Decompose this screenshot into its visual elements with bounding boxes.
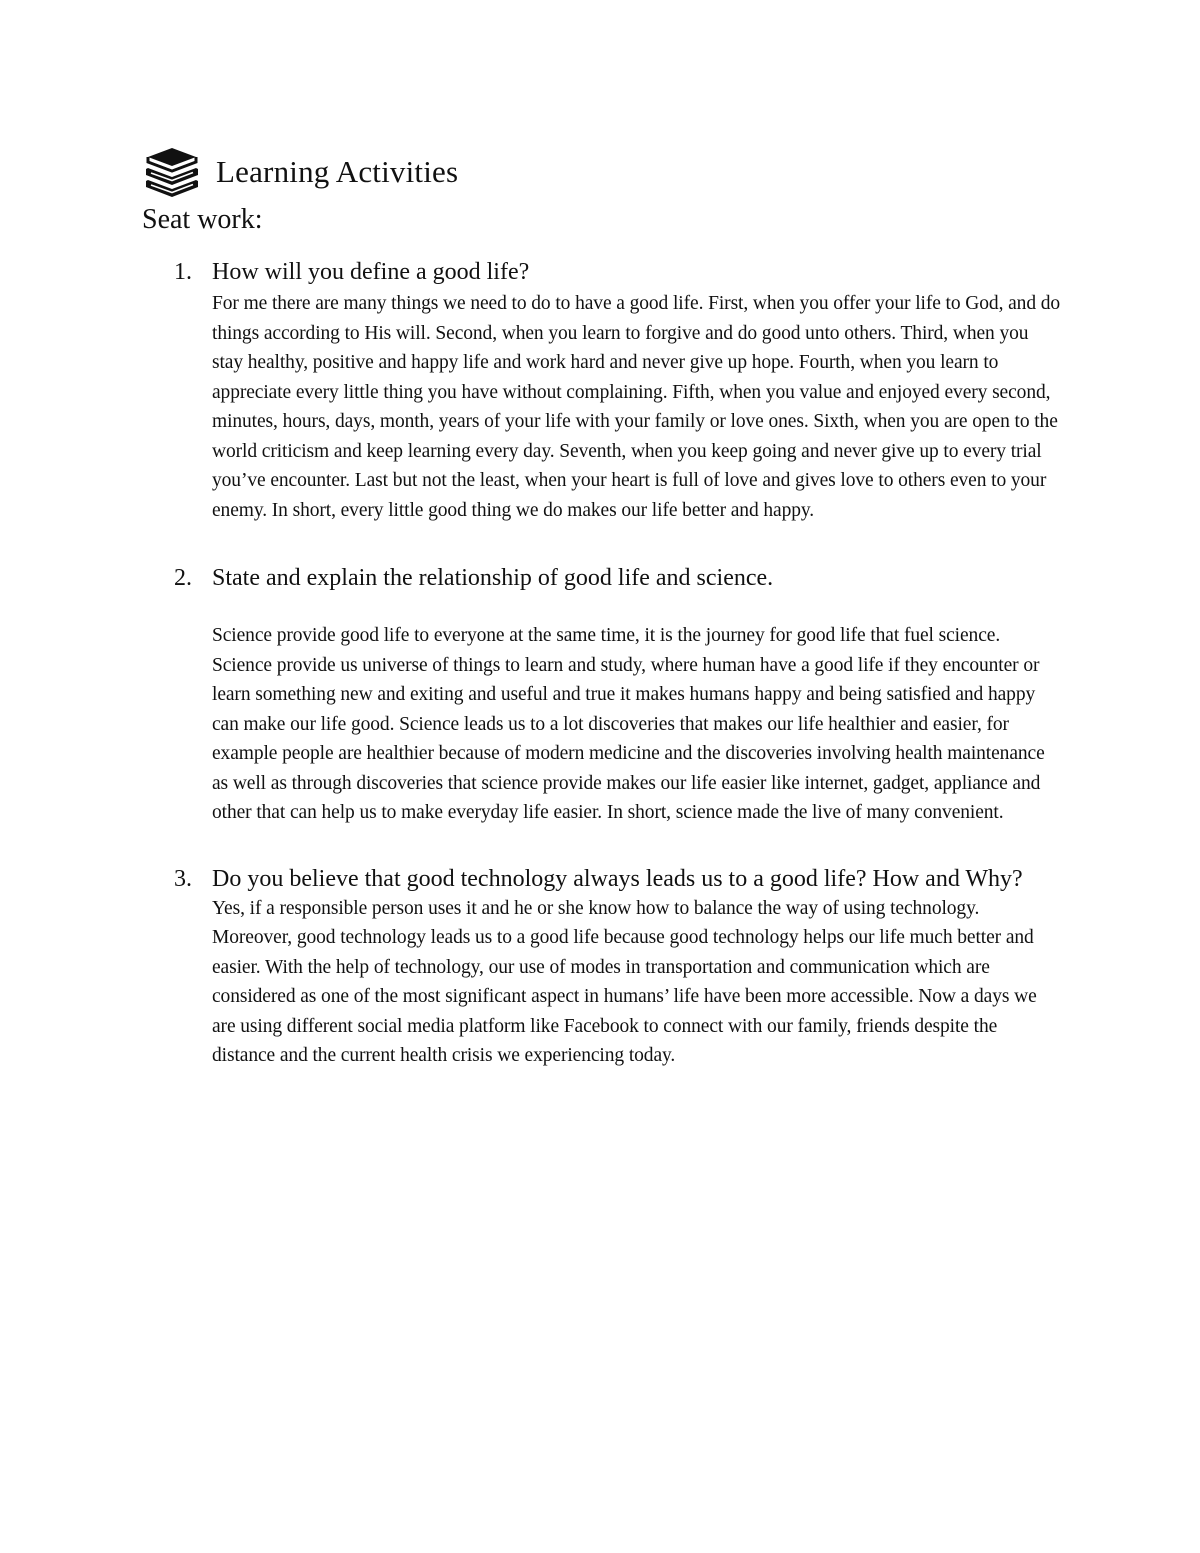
answer-text: Science provide good life to everyone at the same time, it is the journey for good life that fuel science. Science provide us universe of things to learn and study, where human have a good life if they encounter or learn something new and exiting and useful and true it makes humans happy and being satisfied and happy can make our life good. Science leads us to a lot discoveries that makes our life healthier and easier, for example people are healthier because of modern medicine and the discoveries involving health maintenance as well as through discoveries that science provide makes our life easier like internet, gadget, appliance and other that can help us to make everyday life easier. In short, science made the live of many convenient. [212, 625, 1045, 823]
question-number: 3. [174, 865, 192, 892]
subheading: Seat work: [142, 204, 263, 235]
books-stack-icon [142, 145, 200, 199]
question-number: 2. [174, 565, 192, 591]
answer-text: Yes, if a responsible person uses it and he or she know how to balance the way of using technology. Moreover, good technology leads us to a good life because good technology helps our life much better and easier. With the help of technology, our use of modes in transportation and communication which are considered as one of the most significant aspect in humans’ life have been more accessible. Now a days we are using different social media platform like Facebook to connect with our family, friends despite the distance and the current health crisis we experiencing today. [212, 897, 1037, 1066]
section-title: Learning Activities [216, 154, 459, 189]
list-item [142, 864, 1062, 1071]
question-number: 1. [174, 259, 192, 285]
section-header [142, 142, 458, 202]
answer-text: For me there are many things we need to do to have a good life. First, when you offer your life to God, and do things according to His will. Second, when you learn to forgive and do good unto others. Third, when you stay healthy, positive and happy life and work hard and never give up hope. Fourth, when you learn to appreciate every little thing you have without complaining. Fifth, when you value and enjoyed every second, minutes, hours, days, month, years of your life with your family or love ones. Sixth, when you are open to the world criticism and keep learning every day. Seventh, when you keep going and never give up to every trial you’ve encounter. Last but not the least, when your heart is full of love and gives love to others even to your enemy. In short, every little good thing we do makes our life better and happy. [212, 293, 1061, 521]
question-text: Do you believe that good technology always leads us to a good life? How and Why? [212, 865, 1023, 892]
list-item [142, 563, 1062, 828]
question-list [142, 255, 1062, 1071]
question-text: How will you define a good life? [212, 259, 530, 285]
list-item [142, 257, 1062, 525]
question-text: State and explain the relationship of good life and science. [212, 565, 774, 591]
